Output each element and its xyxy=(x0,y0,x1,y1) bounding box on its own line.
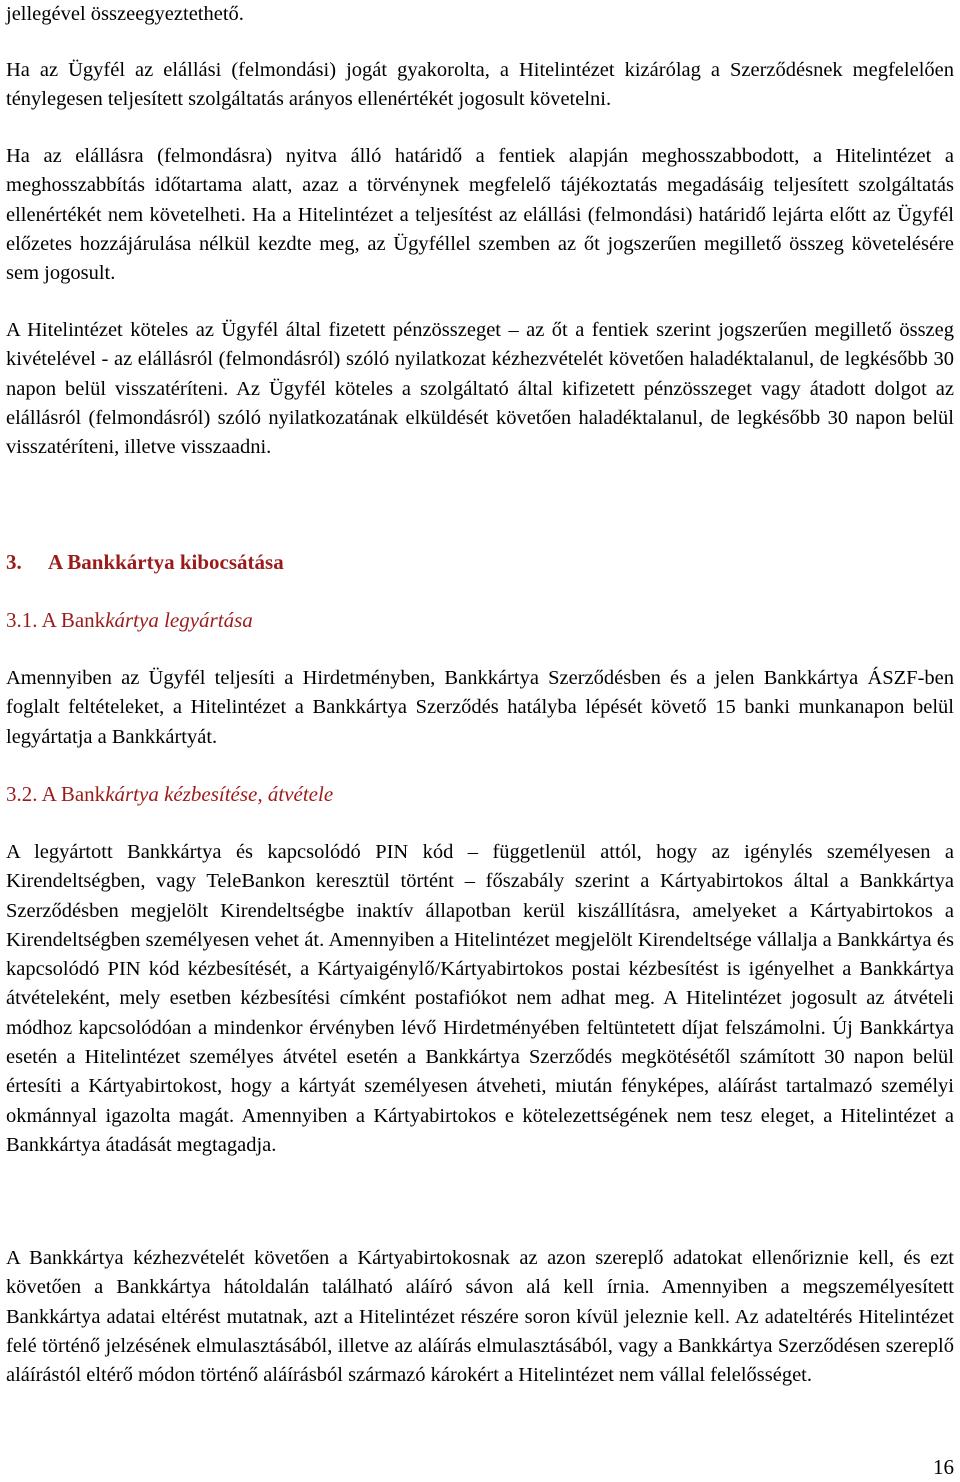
subsection-heading-3-2 xyxy=(6,780,333,809)
section-heading xyxy=(6,548,284,577)
paragraph-fragment: jellegével összeegyeztethető. xyxy=(6,3,244,25)
subsection-title: kártya kézbesítése, átvétele xyxy=(105,782,334,806)
paragraph-card-production: Amennyiben az Ügyfél teljesíti a Hirdetményben, Bankkártya Szerződésben és a jelen Bankkártya ÁSZF-ben foglalt feltételeket, a Hitelintézet a Bankkártya Szerződés hatályba lépését követő 15 banki munkanapon belül legyártatja a Bankkártyát. xyxy=(6,667,954,748)
paragraph-card-verification: A Bankkártya kézhezvételét követően a Kártyabirtokosnak az azon szereplő adatokat ellenőriznie kell, és ezt követően a Bankkártya hátoldalán található aláíró sávon alá kell írnia. Amennyiben a megszemélyesített Bankkártya adatai eltérést mutatnak, azt a Hitelintézet részére soron kívül jeleznie kell. Az adateltérés Hitelintézet felé történő jelzésének elmulasztásából, illetve az aláírás elmulasztásából, vagy a Bankkártya Szerződésen szereplő aláírástól eltérő módon történő aláírásból származó károkért a Hitelintézet nem vállal felelősséget. xyxy=(6,1247,954,1387)
subsection-title: kártya legyártása xyxy=(105,608,253,632)
section-title: A Bankkártya kibocsátása xyxy=(48,550,284,574)
paragraph-refund-obligation: A Hitelintézet köteles az Ügyfél által fizetett pénzösszeget – az őt a fentiek szerint jogszerűen megillető összeg kivételével - az elállásról (felmondásról) szóló nyilatkozat kézhezvételét követően haladéktalanul, de legkésőbb 30 napon belül visszatéríteni. Az Ügyfél köteles a szolgáltató által kifizetett pénzösszeget vagy átadott dolgot az elállásról (felmondásról) szóló nyilatkozatának elküldését követően haladéktalanul, de legkésőbb 30 napon belül visszatéríteni, illetve visszaadni. xyxy=(6,319,954,459)
subsection-number: 3.1. xyxy=(6,608,38,632)
page-number: 16 xyxy=(933,1455,954,1479)
paragraph-card-delivery: A legyártott Bankkártya és kapcsolódó PIN kód – függetlenül attól, hogy az igénylés személyesen a Kirendeltségben, vagy TeleBankon keresztül történt – főszabály szerint a Kártyabirtokos által a Bankkártya Szerződésben megjelölt Kirendeltségbe inaktív állapotban kerül kiszállításra, amelyeket a Kártyabirtokos a Kirendeltségben személyesen vehet át. Amennyiben a Hitelintézet megjelölt Kirendeltsége vállalja a Bankkártya és kapcsolódó PIN kód kézbesítését, a Kártyaigénylő/Kártyabirtokos postai kézbesítést is igényelhet a Bankkártya átvételeként, mely esetben kézbesítési címként postafiókot nem adhat meg. A Hitelintézet jogosult az átvételi módhoz kapcsolódóan a mindenkor érvényben lévő Hirdetményében feltüntetett díjat felszámolni. Új Bankkártya esetén a Hitelintézet személyes átvétel esetén a Bankkártya Szerződés megkötésétől számított 30 napon belül értesíti a Kártyabirtokost, hogy a kártyát személyesen átveheti, miután fényképes, aláírást tartalmazó személyi okmánnyal igazolta magát. Amennyiben a Kártyabirtokos e kötelezettségének nem tesz eleget, a Hitelintézet a Bankkártya átadását megtagadja. xyxy=(6,841,954,1156)
subsection-heading-3-1 xyxy=(6,606,253,635)
section-number: 3. xyxy=(6,550,22,574)
subsection-prefix: A Bank xyxy=(41,782,106,806)
subsection-prefix: A Bank xyxy=(41,608,106,632)
paragraph-extended-deadline: Ha az elállásra (felmondásra) nyitva álló határidő a fentiek alapján meghosszabbodott, a Hitelintézet a meghosszabbítás időtartama alatt, azaz a törvénynek megfelelő tájékoztatás megadásáig teljesített szolgáltatás ellenértékét nem követelheti. Ha a Hitelintézet a teljesítést az elállási (felmondási) határidő lejárta előtt az Ügyfél előzetes hozzájárulása nélkül kezdte meg, az Ügyféllel szemben az őt jogszerűen megillető összeg követelésére sem jogosult. xyxy=(6,145,954,285)
paragraph-withdrawal-consideration: Ha az Ügyfél az elállási (felmondási) jogát gyakorolta, a Hitelintézet kizárólag a Szerződésnek megfelelően ténylegesen teljesített szolgáltatás arányos ellenértékét jogosult követelni. xyxy=(6,59,954,111)
subsection-number: 3.2. xyxy=(6,782,38,806)
